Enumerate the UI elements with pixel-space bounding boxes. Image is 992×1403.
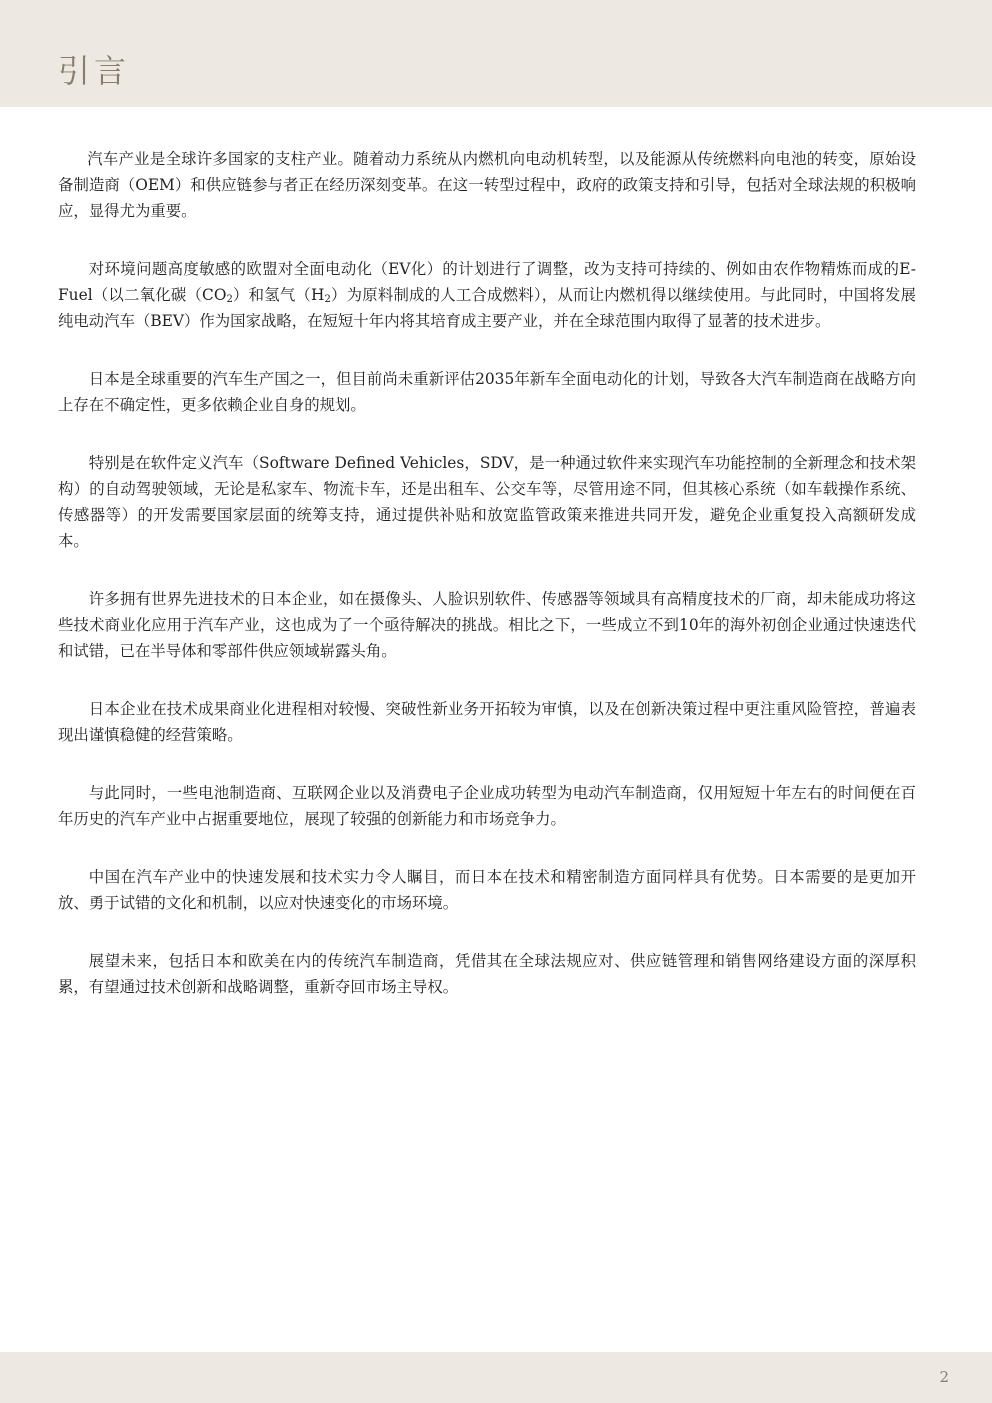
paragraph-2-part-2: ）和氢气（H — [232, 286, 325, 304]
page-number: 2 — [939, 1368, 949, 1386]
paragraph-3: 日本是全球重要的汽车生产国之一，但目前尚未重新评估2035年新车全面电动化的计划，导致各大汽车制造商在战略方向上存在不确定性，更多依赖企业自身的规划。 — [58, 370, 916, 414]
paragraph-7: 与此同时，一些电池制造商、互联网企业以及消费电子企业成功转型为电动汽车制造商，仅用短短十年左右的时间便在百年历史的汽车产业中占据重要地位，展现了较强的创新能力和市场竞争力。 — [58, 784, 916, 828]
paragraph-8: 中国在汽车产业中的快速发展和技术实力令人瞩目，而日本在技术和精密制造方面同样具有优势。日本需要的是更加开放、勇于试错的文化和机制，以应对快速变化的市场环境。 — [58, 868, 916, 912]
paragraph-4: 特别是在软件定义汽车（Software Defined Vehicles，SDV，是一种通过软件来实现汽车功能控制的全新理念和技术架构）的自动驾驶领域，无论是私家车、物流卡车，还是出租车、公交车等，尽管用途不同，但其核心系统（如车载操作系统、传感器等）的开发需要国家层面的统筹支持，通过提供补贴和放宽监管政策来推进共同开发，避免企业重复投入高额研发成本。 — [58, 454, 916, 550]
document-body — [58, 146, 916, 1032]
paragraph-6: 日本企业在技术成果商业化进程相对较慢、突破性新业务开拓较为审慎，以及在创新决策过程中更注重风险管控，普遍表现出谨慎稳健的经营策略。 — [58, 700, 916, 744]
paragraph-9: 展望未来，包括日本和欧美在内的传统汽车制造商，凭借其在全球法规应对、供应链管理和销售网络建设方面的深厚积累，有望通过技术创新和战略调整，重新夺回市场主导权。 — [58, 952, 916, 996]
footer-band — [0, 1352, 992, 1403]
paragraph-2-part-3: ）为原料制成的人工合成燃料），从而让内燃机得以继续使用。与此同时，中国将发展纯电动汽车（BEV）作为国家战略，在短短十年内将其培育成主要产业，并在全球范围内取得了显著的技术进步。 — [58, 286, 916, 330]
paragraph-2 — [58, 256, 916, 334]
page-title: 引言 — [58, 52, 131, 90]
paragraph-2-part-1: 对环境问题高度敏感的欧盟对全面电动化（EV化）的计划进行了调整，改为支持可持续的、例如由农作物精炼而成的E-Fuel（以二氧化碳（CO — [58, 260, 916, 304]
h2-subscript: 2 — [324, 294, 331, 305]
header-band — [0, 0, 992, 107]
paragraph-1: 汽车产业是全球许多国家的支柱产业。随着动力系统从内燃机向电动机转型，以及能源从传统燃料向电池的转变，原始设备制造商（OEM）和供应链参与者正在经历深刻变革。在这一转型过程中，政府的政策支持和引导，包括对全球法规的积极响应，显得尤为重要。 — [58, 150, 916, 220]
paragraph-5: 许多拥有世界先进技术的日本企业，如在摄像头、人脸识别软件、传感器等领域具有高精度技术的厂商，却未能成功将这些技术商业化应用于汽车产业，这也成为了一个亟待解决的挑战。相比之下，一些成立不到10年的海外初创企业通过快速迭代和试错，已在半导体和零部件供应领域崭露头角。 — [58, 590, 916, 660]
co2-subscript: 2 — [226, 294, 233, 305]
